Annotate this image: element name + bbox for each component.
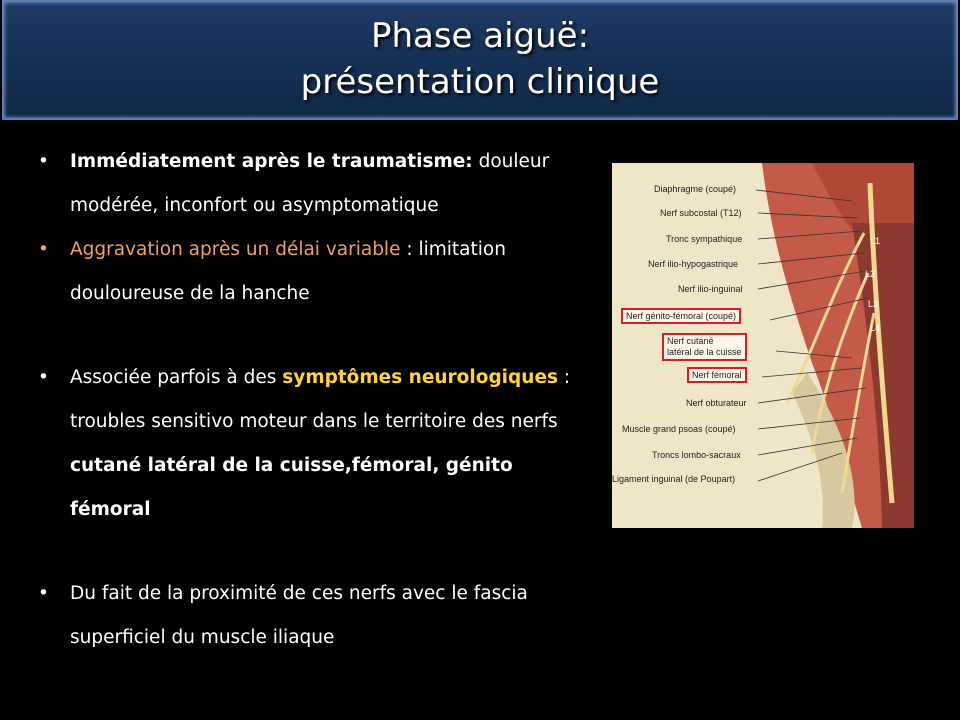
figure-label-highlighted: Nerf fémoral [687,367,747,383]
title-line-1: Phase aiguë: [370,16,590,56]
spacer [38,532,598,572]
bullet-item [38,140,598,228]
bullet-item [38,572,598,660]
anatomy-figure [612,163,914,528]
bullet-text: Du fait de la proximité de ces nerfs avec le fascia superficiel du muscle iliaque [70,583,528,648]
title-line-2: présentation clinique [300,62,660,102]
vertebra-label: L4 [870,323,881,333]
figure-label: Nerf subcostal (T12) [660,208,742,218]
figure-label: Nerf ilio-hypogastrique [648,259,739,269]
figure-label: Diaphragme (coupé) [654,184,737,194]
figure-label-highlighted: Nerf génito-fémoral (coupé) [621,308,741,324]
figure-label: Nerf obturateur [686,398,747,408]
vertebra-label: L1 [870,236,881,246]
figure-label: Nerf cutané [667,336,714,346]
bullet-text: : limitation douloureuse de la hanche [70,239,506,304]
bullet-text: Associée parfois à des [70,367,283,388]
figure-label: latéral de la cuisse [667,347,742,357]
figure-label: Ligament inguinal (de Poupart) [612,474,736,484]
bullet-text: : troubles sensitivo moteur dans le territoire des nerfs [70,367,571,432]
figure-label: Troncs lombo-sacraux [652,450,741,460]
bullet-highlight: symptômes neurologiques [282,367,558,388]
vertebra-label: L2 [865,269,876,279]
bullet-dot: • [38,583,49,604]
bullet-item [38,356,598,532]
bullet-item [38,228,598,316]
bullet-text: douleur modérée, inconfort ou asymptomatique [70,151,550,216]
bullet-bold: cutané latéral de la cuisse,fémoral, génito fémoral [70,455,513,520]
bullet-bold: Immédiatement après le traumatisme: [70,151,473,172]
figure-label: Muscle grand psoas (coupé) [622,424,736,434]
figure-label: Nerf ilio-inguinal [678,284,743,294]
title-banner [2,0,958,120]
bullet-list [38,140,598,660]
vertebra-label: L3 [868,299,879,309]
figure-label-highlighted [662,333,747,361]
bullet-highlight: Aggravation après un délai variable [70,239,401,260]
figure-label: Tronc sympathique [666,234,743,244]
bullet-dot: • [38,239,49,260]
spacer [38,316,598,356]
bullet-dot: • [38,367,49,388]
bullet-dot: • [38,151,49,172]
